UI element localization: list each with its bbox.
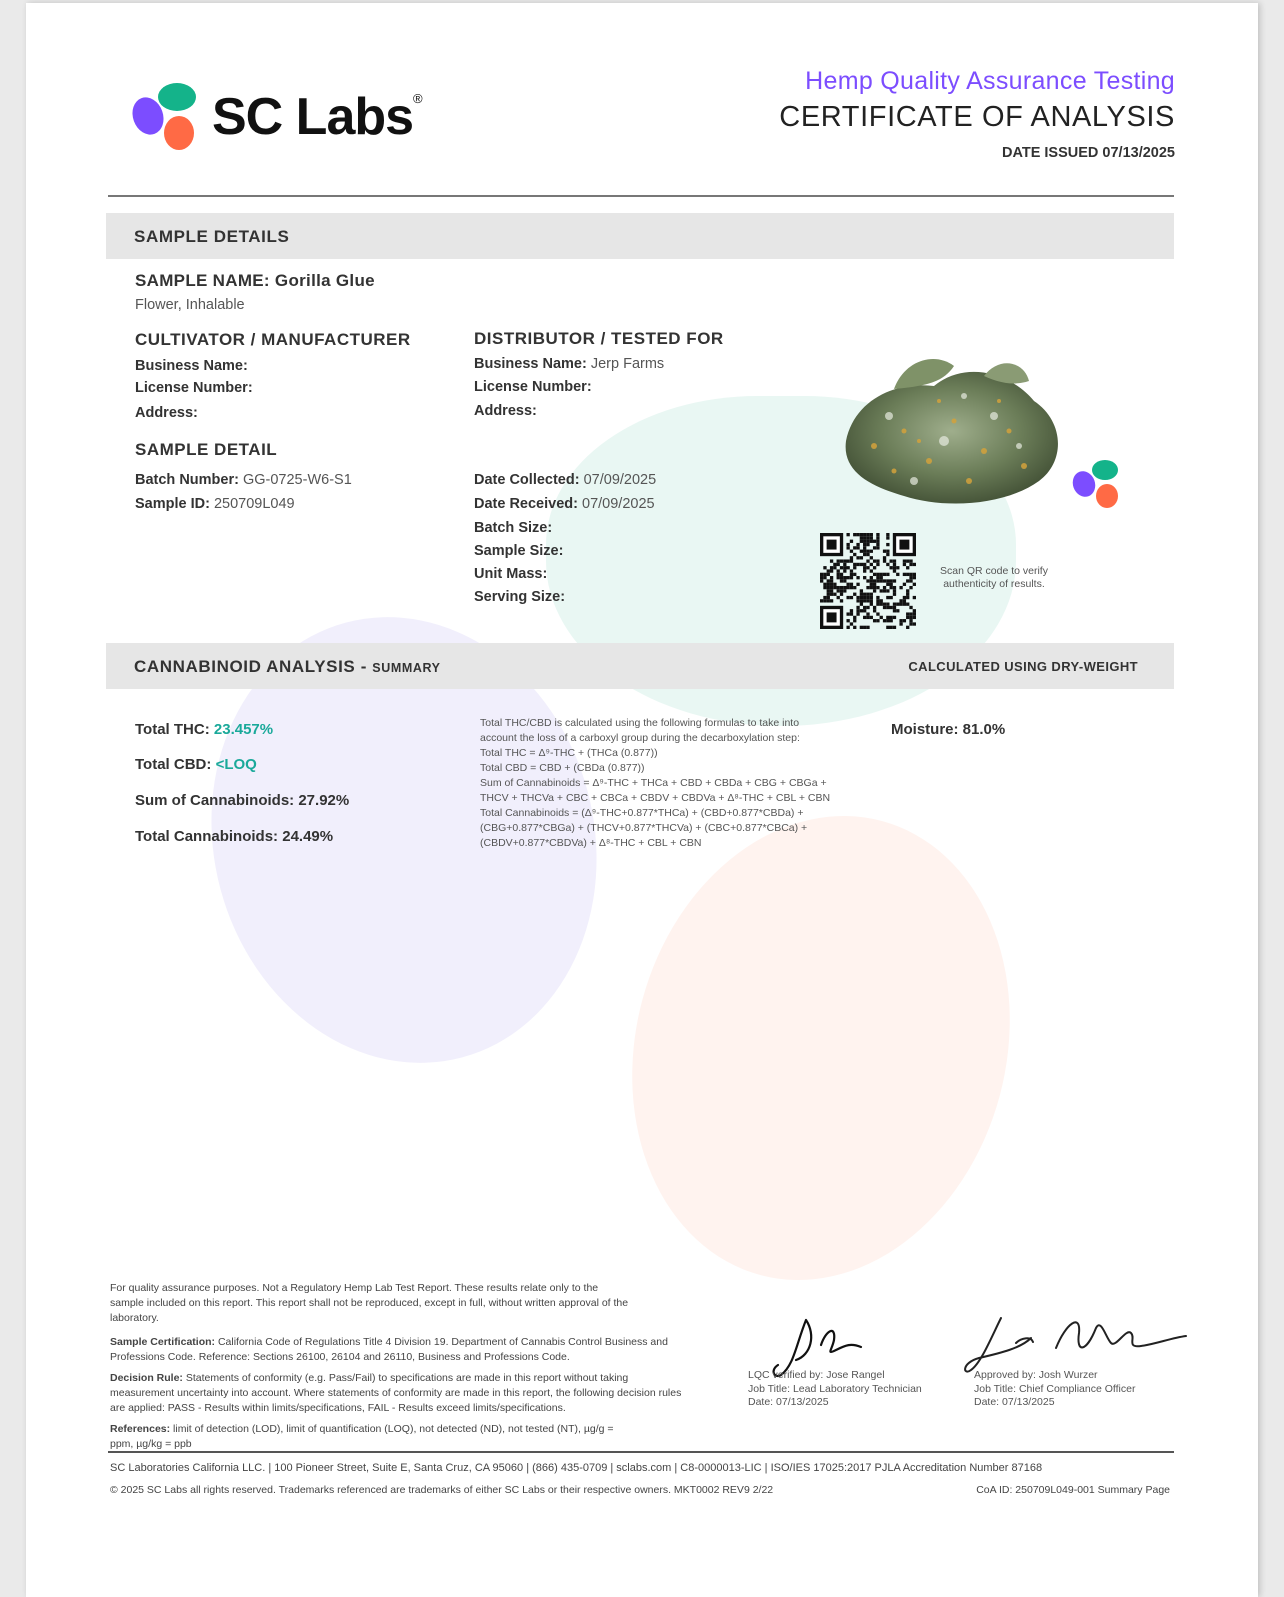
cannabinoid-title	[134, 657, 441, 677]
distributor-title: DISTRIBUTOR / TESTED FOR	[474, 329, 724, 348]
date-issued	[1002, 145, 1175, 161]
cannabinoid-bar	[106, 643, 1174, 689]
formula-line: Total THC = Δ⁹-THC + (THCa (0.877))	[480, 747, 658, 759]
coa-id: CoA ID: 250709L049-001 Summary Page	[976, 1484, 1170, 1496]
qr-note-line-2: authenticity of results.	[943, 578, 1045, 590]
batch-number-value: GG-0725-W6-S1	[242, 472, 352, 488]
unit-mass: Unit Mass:	[474, 566, 548, 582]
product-photo	[834, 341, 1074, 511]
qr-note	[934, 565, 1054, 591]
qr-code-icon	[820, 533, 916, 629]
distributor-business-name	[474, 356, 664, 372]
qa-note: For quality assurance purposes. Not a Regulatory Hemp Lab Test Report. These results relate only to the sample included on this report. This report shall not be reproduced, except in full, without written approval of the laboratory.	[110, 1282, 629, 1324]
references	[110, 1422, 630, 1452]
moisture-value: 81.0%	[962, 721, 1006, 738]
sum-label: Sum of Cannabinoids:	[135, 792, 295, 809]
total-cannabinoids	[135, 828, 333, 845]
cultivator-business-name: Business Name:	[135, 358, 248, 374]
dry-weight-note: CALCULATED USING DRY-WEIGHT	[908, 659, 1138, 674]
formula-line: Total CBD = CBD + (CBDa (0.877))	[480, 762, 645, 774]
sig2-name: Approved by: Josh Wurzer	[974, 1369, 1098, 1381]
report-subtitle: Hemp Quality Assurance Testing	[805, 67, 1175, 95]
distributor-address: Address:	[474, 403, 537, 419]
sample-name-label: SAMPLE NAME:	[135, 271, 270, 290]
distributor-business-label: Business Name:	[474, 356, 587, 372]
sample-id-value: 250709L049	[213, 496, 295, 512]
qr-code[interactable]	[820, 533, 916, 629]
cultivator-title: CULTIVATOR / MANUFACTURER	[135, 330, 411, 349]
total-thc-label: Total THC:	[135, 721, 210, 738]
cultivator-license: License Number:	[135, 380, 253, 396]
logo	[130, 81, 450, 161]
date-issued-value: 07/13/2025	[1102, 145, 1175, 161]
sample-certification	[110, 1335, 690, 1365]
copyright-line: © 2025 SC Labs all rights reserved. Trademarks referenced are trademarks of either SC Labs or their respective owners. MKT0002 REV9 2/22	[110, 1484, 774, 1496]
sample-details-title: SAMPLE DETAILS	[134, 227, 290, 246]
moisture	[891, 721, 1005, 738]
total-cann-label: Total Cannabinoids:	[135, 828, 279, 845]
decision-label: Decision Rule:	[110, 1372, 183, 1384]
signature-block-1	[748, 1369, 922, 1410]
cultivator-address: Address:	[135, 405, 198, 421]
total-cbd-label: Total CBD:	[135, 756, 212, 773]
formula-line: (CBDV+0.877*CBDVa) + Δ⁸-THC + CBL + CBN	[480, 837, 702, 849]
small-logo-mark-icon	[1071, 458, 1123, 512]
formula-line: Sum of Cannabinoids = Δ⁹-THC + THCa + CBD + CBDa + CBG + CBGa +	[480, 777, 827, 789]
company-line: SC Laboratories California LLC. | 100 Pioneer Street, Suite E, Santa Cruz, CA 95060 | (866) 435-0709 | sclabs.com | C8-0000013-LIC | ISO/IES 17025:2017 PJLA Accreditation Number 87168	[110, 1462, 1043, 1474]
header-divider	[108, 195, 1174, 197]
cert-label: Sample Certification:	[110, 1336, 216, 1348]
formula-line: Total THC/CBD is calculated using the following formulas to take into	[480, 717, 800, 729]
formula-block	[480, 716, 860, 851]
sig1-title: Job Title: Lead Laboratory Technician	[748, 1382, 922, 1395]
cannabinoid-title-main: CANNABINOID ANALYSIS -	[134, 657, 367, 676]
total-cbd	[135, 756, 257, 773]
date-issued-label: DATE ISSUED	[1001, 145, 1099, 161]
distributor-business-value: Jerp Farms	[590, 356, 665, 372]
batch-size: Batch Size:	[474, 520, 553, 536]
sig1-name: LQC verified by: Jose Rangel	[748, 1369, 885, 1381]
total-thc	[135, 721, 273, 738]
sum-of-cannabinoids	[135, 792, 349, 809]
sample-id-label: Sample ID:	[135, 496, 210, 512]
ref-label: References:	[110, 1423, 171, 1435]
sample-id	[135, 496, 295, 512]
total-thc-value: 23.457%	[213, 721, 274, 738]
date-collected-value: 07/09/2025	[583, 472, 657, 488]
signature-block-2	[974, 1369, 1135, 1410]
formula-line: Total Cannabinoids = (Δ⁹-THC+0.877*THCa) + (CBD+0.877*CBDa) +	[480, 807, 804, 819]
decision-text: Statements of conformity (e.g. Pass/Fail) to specifications are made in this report without taking measurement uncertainty into account. Where statements of conformity are made in this report, the following decision rules are applied: PASS - Results within limits/specifications, FAIL - Results exceed limits/specifications.	[110, 1372, 682, 1414]
ref-text: limit of detection (LOD), limit of quantification (LOQ), not detected (ND), not tested (NT), µg/g = ppm, µg/kg = ppb	[110, 1423, 614, 1450]
cert-text: California Code of Regulations Title 4 Division 19. Department of Cannabis Control Business and Professions Code. Reference: Sections 26100, 26104 and 26110, Business and Professions Code.	[110, 1336, 668, 1363]
sample-detail-title: SAMPLE DETAIL	[135, 440, 278, 459]
total-cann-value: 24.49%	[282, 828, 334, 845]
logo-text: SC Labs	[212, 88, 414, 146]
formula-line: (CBG+0.877*CBGa) + (THCV+0.877*THCVa) + (CBC+0.877*CBCa) +	[480, 822, 808, 834]
registered-mark: ®	[413, 91, 423, 106]
logo-mark-icon	[130, 81, 202, 157]
certificate-page	[26, 3, 1258, 1597]
date-received-value: 07/09/2025	[582, 496, 655, 512]
moisture-label: Moisture:	[891, 721, 959, 738]
date-received	[474, 496, 655, 512]
sample-details-bar	[106, 213, 1174, 259]
sig1-date: Date: 07/13/2025	[748, 1396, 829, 1408]
sum-value: 27.92%	[298, 792, 350, 809]
sig2-title: Job Title: Chief Compliance Officer	[974, 1382, 1136, 1395]
sample-type: Flower, Inhalable	[135, 297, 245, 313]
date-collected	[474, 472, 656, 488]
sample-name-value: Gorilla Glue	[274, 271, 375, 290]
bg-orange-blob	[581, 773, 1060, 1323]
formula-line: account the loss of a carboxyl group during the decarboxylation step:	[480, 732, 800, 744]
formula-line: THCV + THCVa + CBC + CBCa + CBDV + CBDVa + Δ⁸-THC + CBL + CBN	[480, 792, 831, 804]
sample-name	[135, 271, 375, 291]
cannabinoid-title-sub: SUMMARY	[372, 661, 441, 675]
date-collected-label: Date Collected:	[474, 472, 580, 488]
distributor-license: License Number:	[474, 379, 592, 395]
qr-note-line-1: Scan QR code to verify	[940, 565, 1048, 577]
serving-size: Serving Size:	[474, 589, 566, 605]
sig2-date: Date: 07/13/2025	[974, 1396, 1055, 1408]
footer-divider	[108, 1451, 1174, 1453]
report-title: CERTIFICATE OF ANALYSIS	[779, 101, 1175, 133]
total-cbd-value: <LOQ	[215, 756, 257, 773]
sample-size: Sample Size:	[474, 543, 564, 559]
batch-number-label: Batch Number:	[135, 472, 239, 488]
decision-rule	[110, 1371, 690, 1416]
date-received-label: Date Received:	[474, 496, 578, 512]
batch-number	[135, 472, 352, 488]
